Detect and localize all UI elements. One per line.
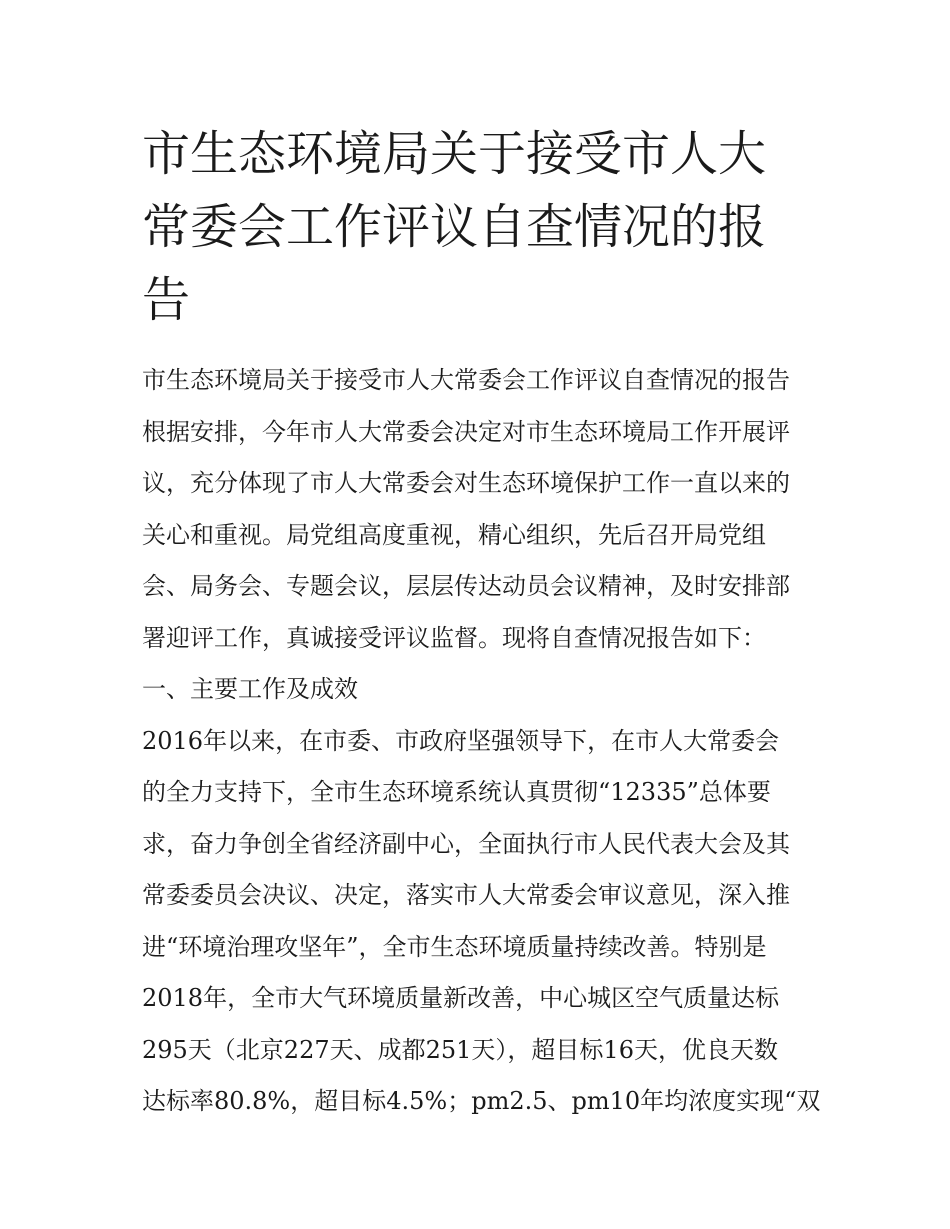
- body-line: 295天（北京227天、成都251天），超目标16天，优良天数: [142, 1035, 778, 1064]
- title-line: 常委会工作评议自查情况的报: [142, 199, 767, 255]
- body-line: 的全力支持下，全市生态环境系统认真贯彻“12335”总体要: [142, 778, 771, 806]
- body-line: 进“环境治理攻坚年”，全市生态环境质量持续改善。特别是: [142, 932, 767, 961]
- body-line: 2016年以来，在市委、市政府坚强领导下，在市人大常委会: [142, 726, 780, 755]
- body-line: 求，奋力争创全省经济副中心，全面执行市人民代表大会及其: [142, 829, 790, 858]
- body-line: 2018年，全市大气环境质量新改善，中心城区空气质量达标: [142, 984, 780, 1012]
- body-line: 市生态环境局关于接受市人大常委会工作评议自查情况的报告: [142, 366, 790, 394]
- document-title: [142, 118, 814, 337]
- body-line: 会、局务会、专题会议，层层传达动员会议精神，及时安排部: [142, 572, 790, 600]
- body-line: 达标率80.8%，超目标4.5%；pm2.5、pm10年均浓度实现“双: [142, 1087, 821, 1115]
- title-line: 告: [142, 272, 191, 328]
- body-line: 议，充分体现了市人大常委会对生态环境保护工作一直以来的: [142, 469, 790, 497]
- section-heading: 一、主要工作及成效: [142, 675, 358, 703]
- body-line: 常委委员会决议、决定，落实市人大常委会审议意见，深入推: [142, 881, 790, 909]
- title-line: 市生态环境局关于接受市人大: [142, 126, 767, 182]
- body-line: 根据安排，今年市人大常委会决定对市生态环境局工作开展评: [142, 417, 790, 446]
- body-line: 关心和重视。局党组高度重视，精心组织，先后召开局党组: [142, 520, 766, 549]
- body-line: 署迎评工作，真诚接受评议监督。现将自查情况报告如下：: [142, 623, 766, 652]
- document-body: [142, 355, 821, 1128]
